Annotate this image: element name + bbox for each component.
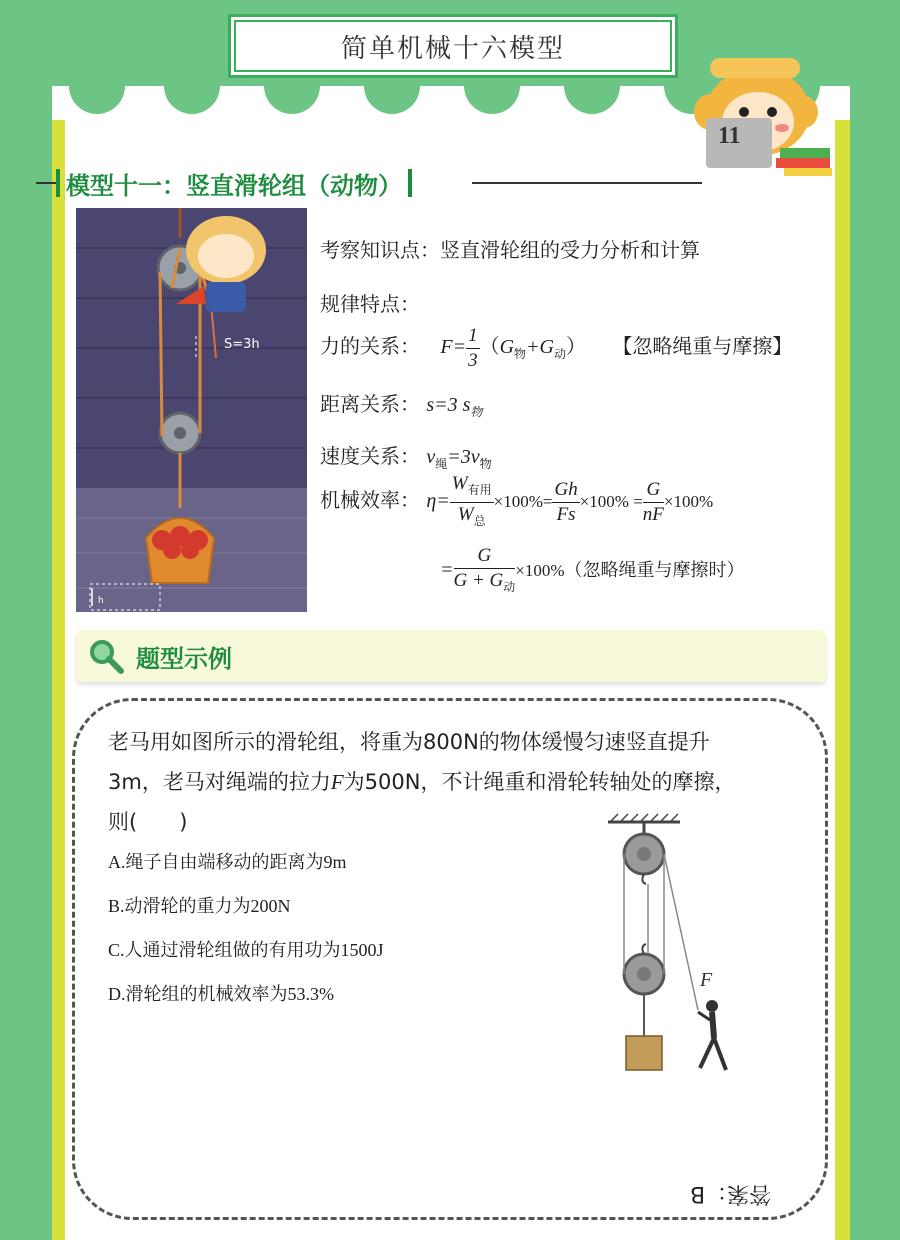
pulley-system-diagram	[600, 810, 750, 1080]
force-label: 力的关系：	[320, 334, 420, 359]
section-header	[36, 165, 736, 201]
efficiency-formula: η= $\frac{W_{有用}}{W_总}$ ×100%= $\frac{Gh}{Fs}$ ×100% = $\frac{G}{nF}$ ×100%	[426, 473, 714, 528]
header-line-right	[472, 182, 702, 184]
option-b[interactable]: B.动滑轮的重力为200N	[108, 896, 291, 916]
options-list	[108, 842, 384, 1018]
efficiency-formula-2: = $\frac{G}{G + G_动}$ ×100%	[440, 545, 565, 594]
question-force-symbol: F	[330, 770, 344, 794]
question-line-1: 老马用如图所示的滑轮组，将重为800N的物体缓慢匀速竖直提升	[108, 730, 710, 754]
title-banner	[228, 14, 678, 78]
example-title: 题型示例	[136, 644, 232, 673]
diagram-force-label: F	[700, 969, 713, 991]
question-line-2	[108, 762, 808, 802]
efficiency-note: （忽略绳重与摩擦时）	[564, 560, 745, 581]
distance-formula: s=3 s	[426, 394, 471, 416]
option-d[interactable]: D.滑轮组的机械效率为53.3%	[108, 984, 334, 1004]
knowledge-panel	[320, 228, 840, 608]
speed-label: 速度关系：	[320, 444, 420, 468]
speed-row	[320, 440, 492, 472]
efficiency-label: 机械效率：	[320, 487, 420, 512]
option-a[interactable]: A.绳子自由端移动的距离为9m	[108, 852, 347, 872]
section-title: 模型十一：竖直滑轮组（动物）	[66, 171, 402, 200]
example-header	[76, 630, 826, 682]
question-line-3: 则( )	[108, 810, 188, 834]
knowledge-point-row	[320, 234, 700, 263]
photo-h-label: h	[98, 596, 104, 606]
question-line-2b: 为500N，不计绳重和滑轮转轴处的摩擦，	[343, 770, 736, 794]
speed-formula: $v_绳=3v_物$	[426, 446, 492, 471]
distance-sub: 物	[470, 405, 483, 419]
distance-row	[320, 388, 482, 420]
force-note: 【忽略绳重与摩擦】	[612, 334, 793, 359]
photo-distance-label: S=3h	[224, 337, 260, 352]
pulley-photo-illustration	[76, 208, 307, 612]
header-line-left	[36, 182, 56, 184]
option-c[interactable]: C.人通过滑轮组做的有用功为1500J	[108, 940, 384, 960]
magnifier-icon	[86, 636, 126, 676]
page-title: 简单机械十六模型	[340, 33, 565, 64]
distance-label: 距离关系：	[320, 392, 420, 416]
efficiency-row-2	[440, 544, 745, 599]
force-formula: F= $\frac{1}{3}$ $(G_物+G_动)$	[440, 325, 587, 371]
knowledge-point-value: 竖直滑轮组的受力分析和计算	[440, 238, 700, 262]
chapter-badge: 11	[718, 123, 741, 149]
force-row	[320, 324, 792, 373]
answer-text: 答案：B	[690, 1181, 772, 1206]
rule-label: 规律特点：	[320, 292, 420, 316]
question-line-2a: 3m，老马对绳端的拉力	[108, 770, 331, 794]
efficiency-row	[320, 472, 713, 533]
header-bar-right	[408, 169, 412, 197]
knowledge-point-label: 考察知识点：	[320, 238, 440, 262]
